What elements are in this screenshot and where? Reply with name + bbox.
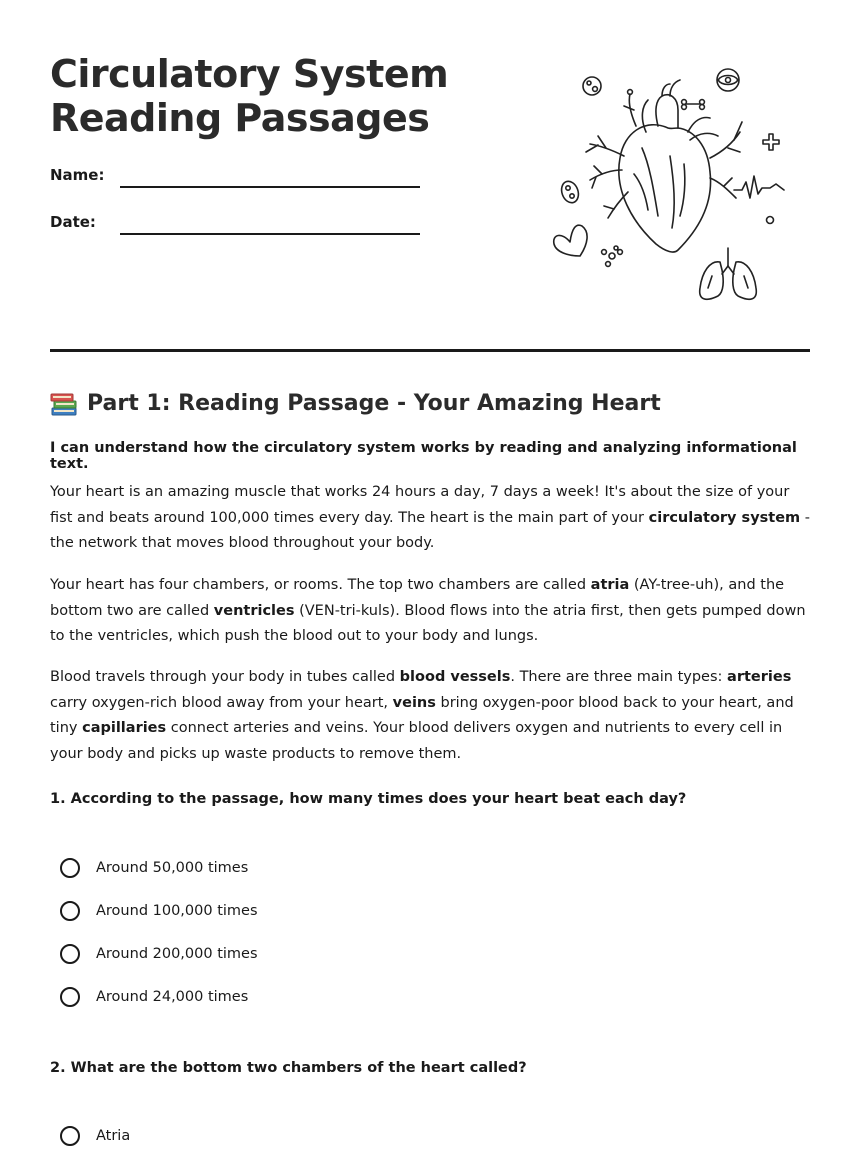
question-1: 1. According to the passage, how many times does your heart beat each day? [50, 791, 687, 807]
q1-option-a[interactable] [60, 855, 248, 881]
books-icon [50, 391, 78, 417]
q1-option-c[interactable] [60, 941, 258, 967]
option-label: Around 24,000 times [96, 989, 249, 1005]
passage-paragraph-3: Blood travels through your body in tubes called blood vessels. There are three main types: arteries carry oxygen-rich blood away from your heart, veins bring oxygen-poor blood back to your heart, and tiny capillaries connect arteries and veins. Your blood delivers oxygen and nutrients to every cell in your body and picks up waste products to remove them. [50, 669, 794, 762]
title-line-2: Reading Passages [50, 96, 430, 140]
question-2: 2. What are the bottom two chambers of the heart called? [50, 1060, 527, 1076]
heart-illustration [550, 66, 790, 311]
q1-option-d[interactable] [60, 984, 248, 1010]
part1-title: Part 1: Reading Passage - Your Amazing Heart [87, 391, 661, 416]
q2-option-a[interactable] [60, 1123, 130, 1149]
option-label: Around 50,000 times [96, 860, 249, 876]
radio-button[interactable] [60, 944, 80, 964]
radio-button[interactable] [60, 858, 80, 878]
option-label: Atria [96, 1128, 131, 1144]
radio-button[interactable] [60, 901, 80, 921]
section-divider [50, 349, 810, 352]
option-label: Around 100,000 times [96, 903, 258, 919]
date-label: Date: [50, 213, 96, 231]
radio-button[interactable] [60, 1126, 80, 1146]
page-title [50, 52, 448, 140]
radio-button[interactable] [60, 987, 80, 1007]
passage-paragraph-1: Your heart is an amazing muscle that works 24 hours a day, 7 days a week! It's about the size of your fist and beats around 100,000 times every day. The heart is the main part of your circulatory system - the network that moves blood throughout your body. [50, 484, 810, 551]
q1-option-b[interactable] [60, 898, 258, 924]
title-line-1: Circulatory System [50, 52, 449, 96]
passage-paragraph-2: Your heart has four chambers, or rooms. The top two chambers are called atria (AY-tree-uh), and the bottom two are called ventricles (VEN-tri-kuls). Blood flows into the atria first, then gets pumped down to the ventricles, which push the blood out to your body and lungs. [50, 577, 806, 644]
option-label: Around 200,000 times [96, 946, 258, 962]
learning-objective: I can understand how the circulatory system works by reading and analyzing informational text. [50, 440, 797, 472]
date-field[interactable] [120, 233, 420, 235]
name-field[interactable] [120, 186, 420, 188]
name-label: Name: [50, 166, 105, 184]
part1-heading [50, 389, 661, 419]
